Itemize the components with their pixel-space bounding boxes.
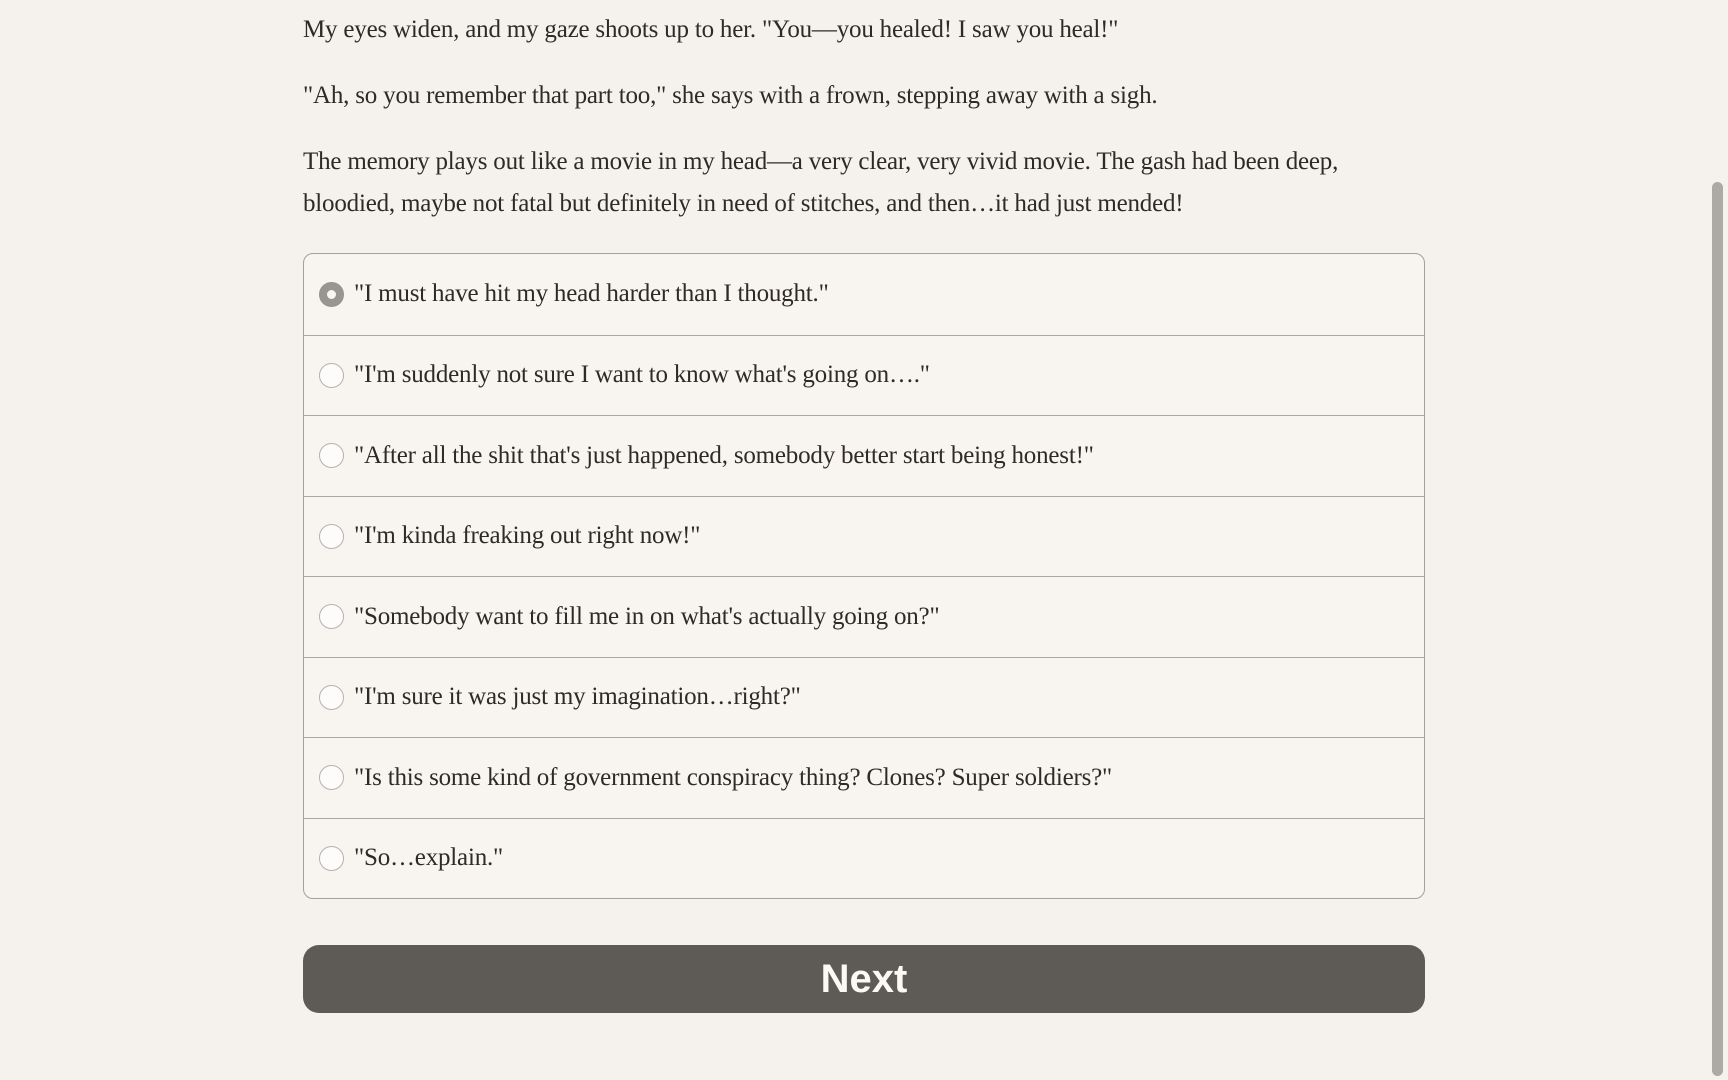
choice-option-2[interactable] xyxy=(304,335,1424,416)
story-paragraph: The memory plays out like a movie in my head—a very clear, very vivid movie. The gash had been deep, bloodied, maybe not fatal but definitely in need of stitches, and then…it had just mended! xyxy=(303,148,1339,217)
choice-option-4[interactable] xyxy=(304,496,1424,577)
choice-option-label: "Somebody want to fill me in on what's actually going on?" xyxy=(354,602,940,630)
choice-option-label: "Is this some kind of government conspiracy thing? Clones? Super soldiers?" xyxy=(354,763,1113,791)
choice-option-label: "I must have hit my head harder than I thought." xyxy=(354,280,829,308)
radio-button-icon[interactable] xyxy=(319,846,344,871)
choice-option-label: "So…explain." xyxy=(354,844,504,872)
choice-list xyxy=(303,253,1425,899)
story-paragraph: My eyes widen, and my gaze shoots up to her. "You—you healed! I saw you heal!" xyxy=(303,16,1119,43)
radio-button-icon[interactable] xyxy=(319,443,344,468)
choice-option-3[interactable] xyxy=(304,415,1424,496)
choice-option-6[interactable] xyxy=(304,657,1424,738)
radio-button-icon[interactable] xyxy=(319,282,344,307)
story-content xyxy=(303,0,1425,1013)
choice-option-8[interactable] xyxy=(304,818,1424,899)
choice-option-label: "I'm sure it was just my imagination…right?" xyxy=(354,683,801,711)
story-paragraph: "Ah, so you remember that part too," she says with a frown, stepping away with a sigh. xyxy=(303,82,1158,109)
choice-option-label: "I'm kinda freaking out right now!" xyxy=(354,522,701,550)
choice-option-label: "I'm suddenly not sure I want to know what's going on…." xyxy=(354,361,930,389)
radio-button-icon[interactable] xyxy=(319,363,344,388)
choice-option-7[interactable] xyxy=(304,737,1424,818)
choice-option-5[interactable] xyxy=(304,576,1424,657)
radio-button-icon[interactable] xyxy=(319,765,344,790)
next-button[interactable]: Next xyxy=(303,945,1425,1013)
story-text xyxy=(303,9,1425,225)
radio-button-icon[interactable] xyxy=(319,685,344,710)
choice-option-1[interactable] xyxy=(304,254,1424,335)
choice-option-label: "After all the shit that's just happened, somebody better start being honest!" xyxy=(354,441,1094,469)
radio-button-icon[interactable] xyxy=(319,524,344,549)
radio-button-icon[interactable] xyxy=(319,604,344,629)
scrollbar-thumb[interactable] xyxy=(1712,182,1723,1076)
